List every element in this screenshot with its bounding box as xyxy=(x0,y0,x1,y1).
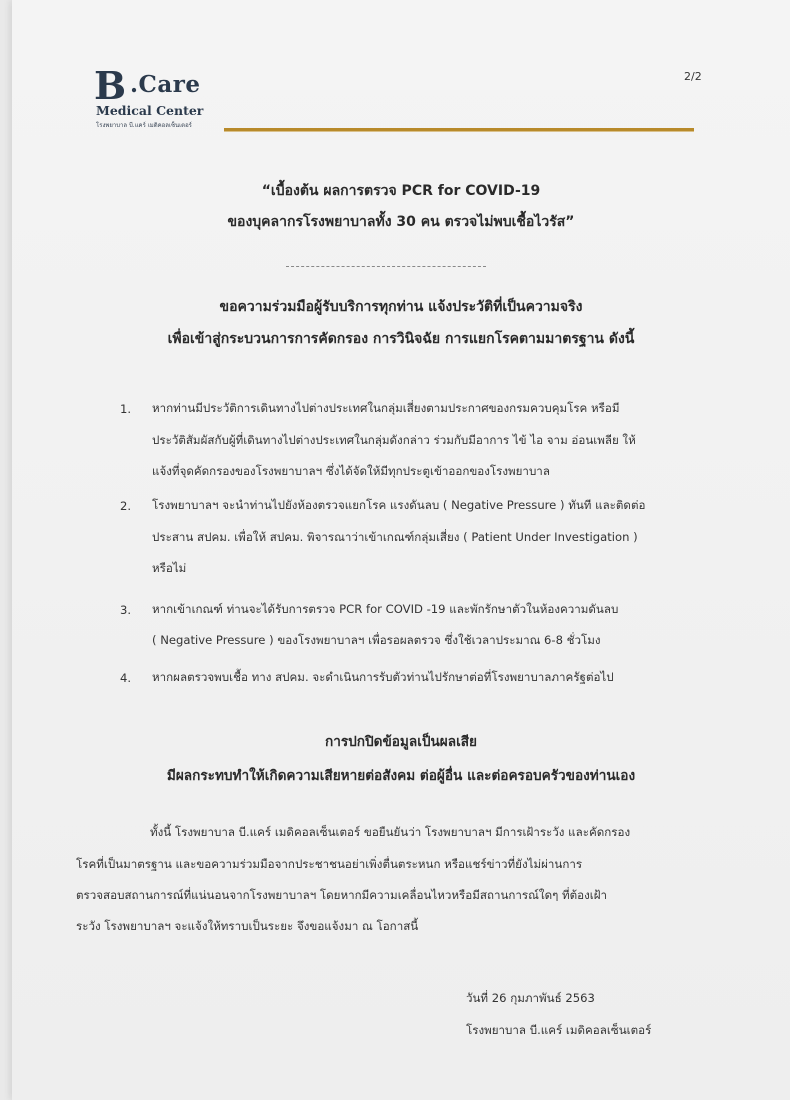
list-number: 2. xyxy=(120,499,132,513)
logo-thai-caption: โรงพยาบาล บี.แคร์ เมดิคอลเซ็นเตอร์ xyxy=(96,122,192,129)
list-number: 4. xyxy=(120,671,132,685)
closing-paragraph-line: ตรวจสอบสถานการณ์ที่แน่นอนจากโรงพยาบาลฯ โดยหากมีความเคลื่อนไหวหรือมีสถานการณ์ใดๆ ที่ต้องเฝ้า xyxy=(76,888,608,902)
list-item-text: หากท่านมีประวัติการเดินทางไปต่างประเทศในกลุ่มเสี่ยงตามประกาศของกรมควบคุมโรค หรือมี xyxy=(152,401,620,415)
logo-letter: B xyxy=(94,63,127,108)
document-title-line-2: ของบุคลากรโรงพยาบาลทั้ง 30 คน ตรวจไม่พบเชื้อไวรัส” xyxy=(227,214,575,230)
warning-heading-line-1: การปกปิดข้อมูลเป็นผลเสีย xyxy=(324,734,477,750)
page-number: 2/2 xyxy=(684,70,702,83)
closing-paragraph-line: ระวัง โรงพยาบาลฯ จะแจ้งให้ทราบเป็นระยะ จึงขอแจ้งมา ณ โอกาสนี้ xyxy=(76,919,419,933)
list-item-text: หรือไม่ xyxy=(152,561,187,575)
closing-paragraph-line: โรคที่เป็นมาตรฐาน และขอความร่วมมือจากประชาชนอย่าเพิ่งตื่นตระหนก หรือแชร์ข่าวที่ยังไม่ผ่านการ xyxy=(76,857,583,871)
list-number: 1. xyxy=(120,402,132,416)
list-item-text: ( Negative Pressure ) ของโรงพยาบาลฯ เพื่อรอผลตรวจ ซึ่งใช้เวลาประมาณ 6-8 ชั่วโมง xyxy=(152,633,601,647)
document-page xyxy=(12,0,790,1100)
list-item-text: โรงพยาบาลฯ จะนำท่านไปยังห้องตรวจแยกโรค แรงดันลบ ( Negative Pressure ) ทันที และติดต่อ xyxy=(152,498,646,512)
list-item-text: ประวัติสัมผัสกับผู้ที่เดินทางไปต่างประเทศในกลุ่มดังกล่าว ร่วมกับมีอาการ ไข้ ไอ จาม อ่อนเพลีย ให้ xyxy=(152,433,636,447)
list-number: 3. xyxy=(120,603,132,617)
list-item-text: แจ้งที่จุดคัดกรองของโรงพยาบาลฯ ซึ่งได้จัดให้มีทุกประตูเข้าออกของโรงพยาบาล xyxy=(152,464,550,478)
list-item-text: หากเข้าเกณฑ์ ท่านจะได้รับการตรวจ PCR for COVID -19 และพักรักษาตัวในห้องความดันลบ xyxy=(152,602,619,616)
request-heading-line-1: ขอความร่วมมือผู้รับบริการทุกท่าน แจ้งประวัติที่เป็นความจริง xyxy=(219,299,583,315)
header-rule-shadow xyxy=(224,131,694,132)
warning-heading-line-2: มีผลกระทบทำให้เกิดความเสียหายต่อสังคม ต่อผู้อื่น และต่อครอบครัวของท่านเอง xyxy=(166,768,636,784)
dashed-divider xyxy=(286,266,486,267)
list-item-text: หากผลตรวจพบเชื้อ ทาง สปคม. จะดำเนินการรับตัวท่านไปรักษาต่อที่โรงพยาบาลภาครัฐต่อไป xyxy=(152,670,614,684)
logo-care-text: .Care xyxy=(130,71,201,98)
closing-paragraph-line: ทั้งนี้ โรงพยาบาล บี.แคร์ เมดิคอลเซ็นเตอร์ ขอยืนยันว่า โรงพยาบาลฯ มีการเฝ้าระวัง และคัดกรอง xyxy=(150,825,631,839)
signature-organization: โรงพยาบาล บี.แคร์ เมดิคอลเซ็นเตอร์ xyxy=(466,1023,652,1037)
hospital-logo xyxy=(94,63,244,136)
request-heading-line-2: เพื่อเข้าสู่กระบวนการการคัดกรอง การวินิจฉัย การแยกโรคตามมาตรฐาน ดังนี้ xyxy=(167,331,635,347)
document-title-line-1: “เบื้องต้น ผลการตรวจ PCR for COVID-19 xyxy=(261,183,541,199)
signature-date: วันที่ 26 กุมภาพันธ์ 2563 xyxy=(466,991,595,1005)
logo-subtitle: Medical Center xyxy=(96,103,204,118)
list-item-text: ประสาน สปคม. เพื่อให้ สปคม. พิจารณาว่าเข้าเกณฑ์กลุ่มเสี่ยง ( Patient Under Investigation ) xyxy=(152,530,638,544)
